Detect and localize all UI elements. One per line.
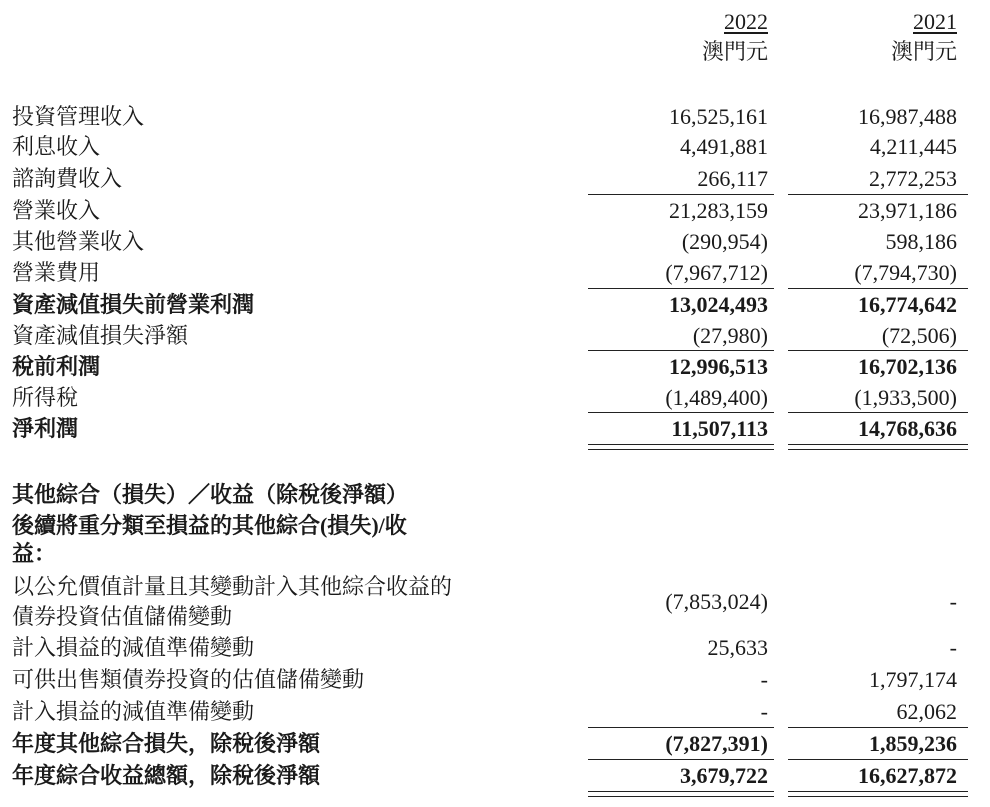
row-label: 年度綜合收益總額，除稅後淨額 xyxy=(12,763,321,788)
value-2021: 16,987,488 xyxy=(858,104,957,129)
value-2021: 1,859,236 xyxy=(869,731,957,756)
double-rule-bottom-2022 xyxy=(588,449,774,450)
row-advisory-fee-income xyxy=(0,163,990,194)
value-2021: - xyxy=(949,635,957,660)
value-2022: 266,117 xyxy=(697,166,768,191)
value-2022: (7,967,712) xyxy=(665,260,768,285)
value-2022: (1,489,400) xyxy=(665,385,768,410)
value-2021: (1,933,500) xyxy=(854,385,957,410)
row-label: 可供出售類債券投資的估值儲備變動 xyxy=(12,667,365,692)
oci-subheading-line1: 後續將重分類至損益的其他綜合(損失)/收 xyxy=(12,513,407,538)
row-total-comprehensive-income xyxy=(0,760,990,791)
row-label: 稅前利潤 xyxy=(12,354,101,379)
row-impairment-provision-change-2 xyxy=(0,696,990,727)
value-2021: 1,797,174 xyxy=(869,667,957,692)
value-2021: 16,627,872 xyxy=(858,763,957,788)
row-net-profit xyxy=(0,413,990,444)
row-investment-management-income xyxy=(0,101,990,132)
row-label: 諮詢費收入 xyxy=(12,166,123,191)
value-2021: 62,062 xyxy=(896,699,957,724)
value-2022: (290,954) xyxy=(681,229,768,254)
year-2021: 2021 xyxy=(913,9,957,34)
fvoci-label-line2: 債券投資估值儲備變動 xyxy=(12,604,233,629)
value-2022: 3,679,722 xyxy=(680,763,768,788)
value-2022: 21,283,159 xyxy=(669,198,768,223)
currency-2021: 澳門元 xyxy=(890,39,957,64)
column-header-2022 xyxy=(640,7,768,67)
row-other-operating-income xyxy=(0,226,990,257)
row-operating-expenses xyxy=(0,257,990,288)
value-2021: 14,768,636 xyxy=(858,416,957,441)
double-rule-top-2022 xyxy=(588,791,774,792)
row-label: 資產減值損失前營業利潤 xyxy=(12,292,255,317)
value-2021: 16,702,136 xyxy=(858,354,957,379)
row-label: 所得稅 xyxy=(12,385,79,410)
row-label: 年度其他綜合損失，除稅後淨額 xyxy=(12,731,321,756)
value-2022: (7,853,024) xyxy=(665,589,768,614)
value-2021: 598,186 xyxy=(885,229,957,254)
value-2021: - xyxy=(949,589,957,614)
row-impairment-provision-change-1 xyxy=(0,632,990,663)
row-operating-profit-before-impairment xyxy=(0,289,990,320)
value-2022: - xyxy=(760,699,768,724)
row-label: 投資管理收入 xyxy=(12,104,145,129)
double-rule-top-2022 xyxy=(588,444,774,445)
fvoci-label-line1: 以公允價值計量且其變動計入其他綜合收益的 xyxy=(12,574,453,599)
column-header-2021 xyxy=(820,7,957,67)
row-interest-income xyxy=(0,131,990,162)
row-operating-income xyxy=(0,195,990,226)
row-label: 營業收入 xyxy=(12,198,101,223)
value-2022: 11,507,113 xyxy=(671,416,768,441)
row-label: 計入損益的減值準備變動 xyxy=(12,635,255,660)
currency-2022: 澳門元 xyxy=(701,39,768,64)
row-total-oci-net-of-tax xyxy=(0,728,990,759)
row-net-impairment-loss xyxy=(0,320,990,351)
value-2021: 4,211,445 xyxy=(869,134,957,159)
row-label: 淨利潤 xyxy=(12,416,79,441)
value-2022: (7,827,391) xyxy=(665,731,768,756)
value-2022: 4,491,881 xyxy=(680,134,768,159)
value-2022: 25,633 xyxy=(707,635,768,660)
value-2021: 16,774,642 xyxy=(858,292,957,317)
row-label: 其他營業收入 xyxy=(12,229,145,254)
oci-heading: 其他綜合（損失）／收益（除稅後淨額） xyxy=(12,482,409,507)
row-profit-before-tax xyxy=(0,351,990,382)
value-2021: 23,971,186 xyxy=(858,198,957,223)
double-rule-top-2021 xyxy=(788,444,968,445)
value-2022: 12,996,513 xyxy=(669,354,768,379)
row-label: 利息收入 xyxy=(12,134,101,159)
double-rule-bottom-2021 xyxy=(788,796,968,797)
row-label: 計入損益的減值準備變動 xyxy=(12,699,255,724)
value-2021: (72,506) xyxy=(881,323,957,348)
value-2021: 2,772,253 xyxy=(869,166,957,191)
row-income-tax xyxy=(0,382,990,413)
double-rule-bottom-2022 xyxy=(588,796,774,797)
row-label: 營業費用 xyxy=(12,260,101,285)
oci-subheading-line2: 益： xyxy=(12,541,57,566)
value-2022: (27,980) xyxy=(692,323,768,348)
value-2022: - xyxy=(760,667,768,692)
value-2022: 13,024,493 xyxy=(669,292,768,317)
row-afs-reserve-change xyxy=(0,664,990,695)
year-2022: 2022 xyxy=(724,9,768,34)
value-2022: 16,525,161 xyxy=(669,104,768,129)
row-label: 資產減值損失淨額 xyxy=(12,323,189,348)
double-rule-bottom-2021 xyxy=(788,449,968,450)
double-rule-top-2021 xyxy=(788,791,968,792)
value-2021: (7,794,730) xyxy=(854,260,957,285)
